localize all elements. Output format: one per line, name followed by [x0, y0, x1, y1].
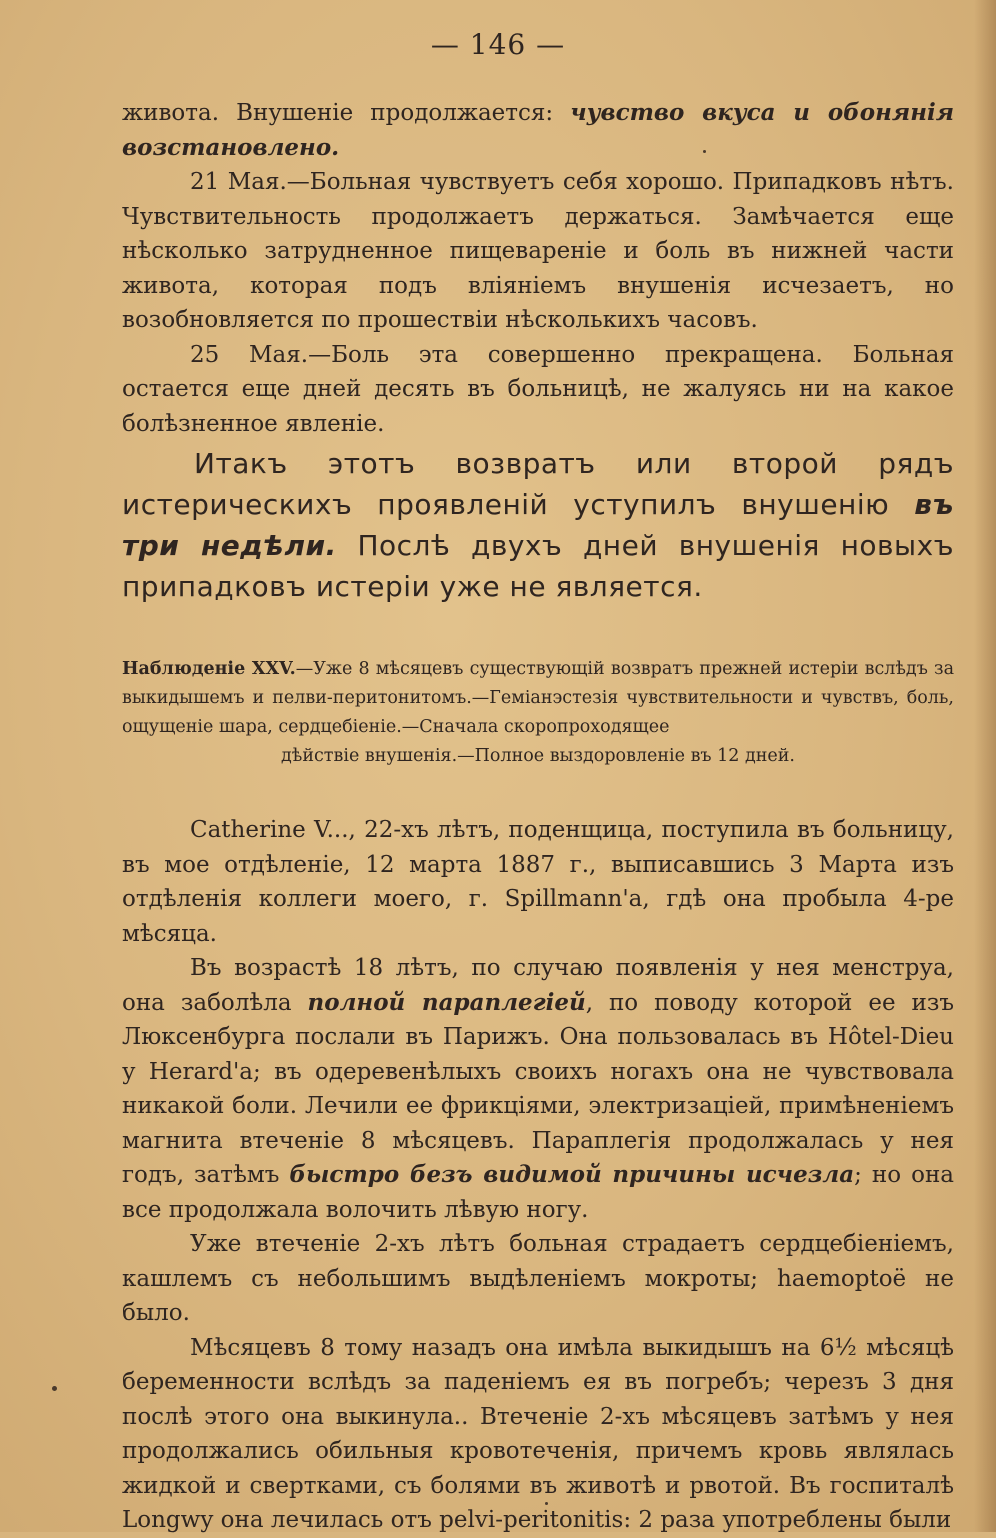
case-history-emphasis: полной параплегіей — [307, 988, 586, 1016]
observation-last-line: дѣйствіе внушенія.—Полное выздоровленіе въ 12 дней. — [281, 746, 795, 766]
observation-summary — [122, 655, 954, 771]
case-history-text-2: , по поводу которой ее изъ Люксенбурга послали въ Парижъ. Она пользовалась въ Hôtel-Dieu у Herard'а; въ одеревенѣлыхъ своихъ ногахъ она не чувствовала никакой боли. Лечили ее фрикціями, электризаціей, примѣненіемъ магнита втеченіе 8 мѣсяцевъ. Параплегія продолжалась у нея годъ, затѣмъ — [122, 989, 954, 1188]
paragraph-may-21: 21 Мая.—Больная чувствуетъ себя хорошо. Припадковъ нѣтъ. Чувствительность продолжаетъ держаться. Замѣчается еще нѣсколько затрудненное пищевареніе и боль въ нижней части живота, которая подъ вліяніемъ внушенія исчезаетъ, но возобновляется по прошествіи нѣсколькихъ часовъ. — [122, 169, 954, 333]
page-content — [122, 96, 954, 1538]
paragraph-text: живота. Внушеніе продолжается: — [122, 100, 571, 126]
page-edge-shadow — [974, 0, 996, 1532]
case-intro-paragraph: Catherine V..., 22-хъ лѣтъ, поденщица, поступила въ больницу, въ мое отдѣленіе, 12 марта 1887 г., выписавшись 3 Марта изъ отдѣленія коллеги моего, г. Spillmann'а, гдѣ она пробыла 4-ре мѣсяца. — [122, 817, 954, 947]
paper-speck — [703, 150, 706, 153]
conclusion-paragraph — [122, 443, 954, 607]
case-history-emphasis-2: быстро безъ видимой причины исчезла — [289, 1161, 855, 1188]
paper-speck — [545, 1502, 548, 1505]
conclusion-text-end: Послѣ двухъ дней внушенія новыхъ припадковъ истеріи уже не является. — [122, 529, 954, 603]
emphasis-text: чувство вкуса и обонянія возстановлено. — [122, 99, 955, 161]
case-history-text: Въ возрастѣ 18 лѣтъ, по случаю появленія у нея менструа, она заболѣла — [122, 955, 954, 1016]
conclusion-emphasis: въ три недѣли. — [122, 488, 954, 562]
paragraph-may-25: 25 Мая.—Боль эта совершенно прекращена. Больная остается еще дней десять въ больницѣ, не жалуясь ни на какое болѣзненное явленіе. — [122, 341, 954, 437]
case-symptoms-paragraph: Уже втеченіе 2-хъ лѣтъ больная страдаетъ сердцебіеніемъ, кашлемъ съ небольшимъ выдѣленіемъ мокроты; haemoptoë не было. — [122, 1231, 954, 1326]
paper-speck — [52, 1386, 57, 1391]
case-history-text-3: ; но она все продолжала волочить лѣвую ногу. — [122, 1162, 954, 1223]
conclusion-text: Итакъ этотъ возвратъ или второй рядъ истерическихъ проявленій уступилъ внушенію — [122, 447, 954, 521]
paragraph-continued — [122, 96, 954, 165]
observation-label: Наблюденіе XXV. — [122, 659, 296, 679]
observation-text: —Уже 8 мѣсяцевъ существующій возвратъ прежней истеріи вслѣдъ за выкидышемъ и пелви-перитонитомъ.—Геміанэстезія чувствительности и чувствъ, боль, ощущеніе шара, сердцебіеніе.—Сначала скоропроходящее — [122, 659, 954, 737]
case-miscarriage-paragraph: Мѣсяцевъ 8 тому назадъ она имѣла выкидышъ на 6½ мѣсяцѣ беременности вслѣдъ за паденіемъ ея въ погребъ; черезъ 3 дня послѣ этого она выкинула.. Втеченіе 2-хъ мѣсяцевъ затѣмъ у нея продолжались обильныя кровотеченія, причемъ кровь являлась жидкой и свертками, съ болями въ животѣ и рвотой. Въ госпиталѣ Longwy она лечилась отъ pelvi-peritonitis: 2 раза употреблены были — [122, 1334, 954, 1533]
page-number: — 146 — — [430, 28, 566, 61]
case-history-paragraph — [122, 951, 954, 1227]
